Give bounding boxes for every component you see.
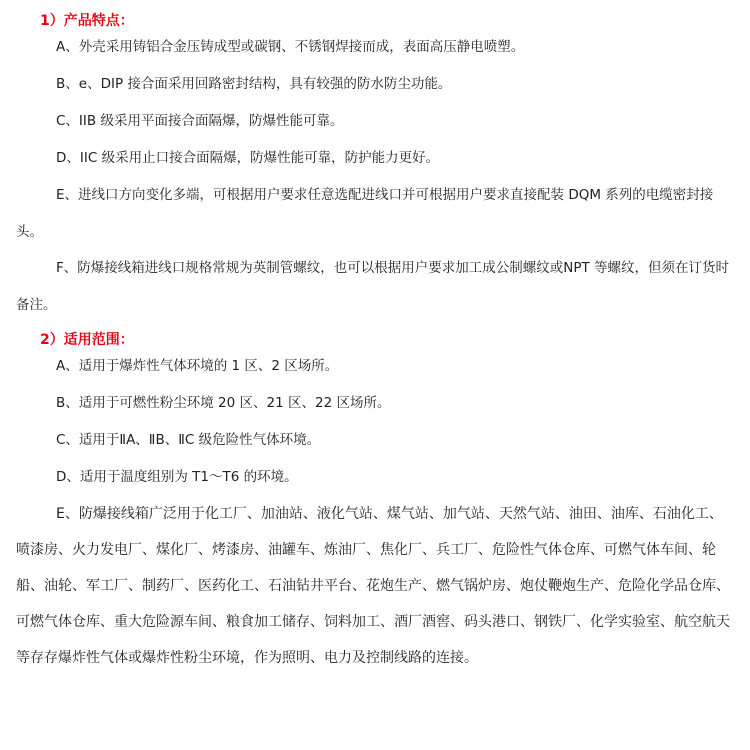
- scope-item-a: A、适用于爆炸性气体环境的 1 区、2 区场所。: [56, 358, 339, 374]
- feature-item-e: E、进线口方向变化多端，可根据用户要求任意选配进线口并可根据用户要求直接配装 DQM 系列的电缆密封接头。: [16, 187, 714, 240]
- feature-item-f: F、防爆接线箱进线口规格常规为英制管螺纹，也可以根据用户要求加工成公制螺纹或NPT 等螺纹，但须在订货时备注。: [16, 260, 730, 313]
- scope-item-e: E、防爆接线箱广泛用于化工厂、加油站、液化气站、煤气站、加气站、天然气站、油田、油库、石油化工、喷漆房、火力发电厂、煤化厂、烤漆房、油罐车、炼油厂、焦化厂、兵工厂、危险性气体仓库、可燃气体车间、轮船、油轮、军工厂、制药厂、医药化工、石油钻井平台、花炮生产、燃气锅炉房、炮仗鞭炮生产、危险化学品仓库、可燃气体仓库、重大危险源车间、粮食加工储存、饲料加工、酒厂酒窖、码头港口、钢铁厂、化学实验室、航空航天等存存爆炸性气体或爆炸性粉尘环境，作为照明、电力及控制线路的连接。: [16, 506, 730, 666]
- scope-item-d: D、适用于温度组别为 T1～T6 的环境。: [56, 469, 298, 485]
- feature-item-b: B、e、DIP 接合面采用回路密封结构，具有较强的防水防尘功能。: [56, 76, 452, 92]
- scope-item-b: B、适用于可燃性粉尘环境 20 区、21 区、22 区场所。: [56, 395, 391, 411]
- section-heading-features: 1）产品特点：: [40, 13, 134, 29]
- feature-item-d: D、IIC 级采用止口接合面隔爆，防爆性能可靠，防护能力更好。: [56, 150, 440, 166]
- feature-item-c: C、IIB 级采用平面接合面隔爆，防爆性能可靠。: [56, 113, 344, 129]
- scope-item-c: C、适用于ⅡA、ⅡB、ⅡC 级危险性气体环境。: [56, 432, 321, 448]
- section-heading-scope: 2）适用范围：: [40, 332, 134, 348]
- feature-item-a: A、外壳采用铸铝合金压铸成型或碳钢、不锈钢焊接而成，表面高压静电喷塑。: [56, 39, 525, 55]
